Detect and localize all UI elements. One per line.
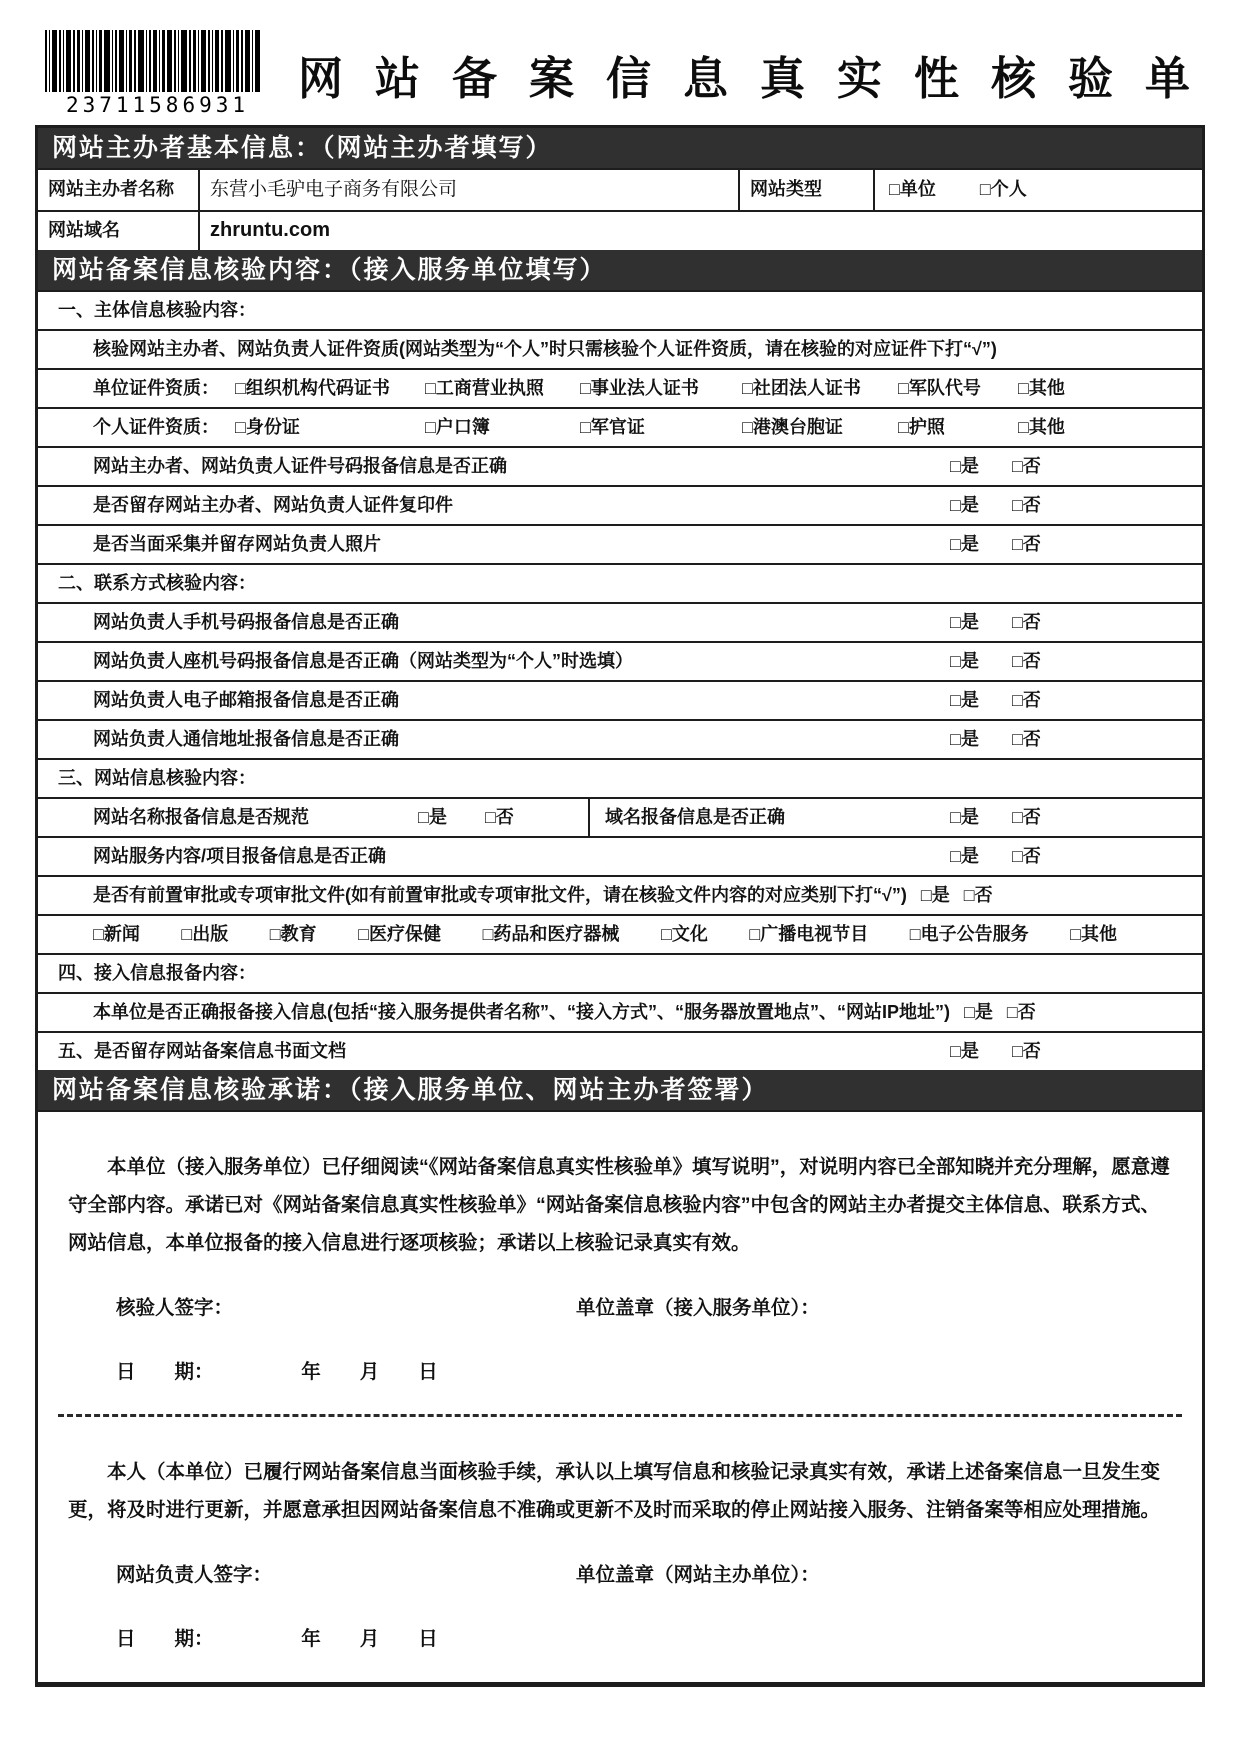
checkbox-site-type-personal[interactable]: □个人: [979, 179, 1027, 199]
barcode-icon: [45, 30, 260, 92]
approval-category-row: [38, 914, 1202, 953]
part4-heading: 四、接入信息报备内容：: [38, 953, 1202, 992]
checkbox-yes[interactable]: □是: [950, 807, 979, 827]
checkbox-option[interactable]: □出版: [181, 924, 229, 944]
checkbox-option[interactable]: □其他: [1070, 924, 1117, 944]
checkbox-yes[interactable]: □是: [950, 729, 979, 749]
landline-correct-row: [38, 641, 1202, 680]
date-row-1: 日 期： 年 月 日: [116, 1361, 438, 1383]
promise-box: [38, 1110, 1202, 1682]
checkbox-no[interactable]: □否: [1012, 1041, 1041, 1061]
form-header: [0, 0, 1240, 125]
checkbox-option[interactable]: □电子公告服务: [909, 924, 1029, 944]
checkbox-option[interactable]: □军队代号: [898, 378, 981, 398]
site-name-domain-row: [38, 797, 1202, 836]
personal-cert-label: 个人证件资质：: [93, 417, 219, 437]
checkbox-option[interactable]: □药品和医疗器械: [482, 924, 620, 944]
checkbox-option[interactable]: □新闻: [93, 924, 140, 944]
checkbox-no[interactable]: □否: [1012, 612, 1041, 632]
question-text: 网站负责人手机号码报备信息是否正确: [93, 612, 399, 632]
checkbox-no[interactable]: □否: [485, 807, 514, 827]
checkbox-option[interactable]: □社团法人证书: [742, 378, 861, 398]
responsible-sign-label: 网站负责人签字：: [116, 1564, 273, 1586]
domain-row: [38, 210, 1202, 250]
checkbox-option[interactable]: □户口簿: [425, 417, 490, 437]
mobile-correct-row: [38, 602, 1202, 641]
date-row-2: 日 期： 年 月 日: [116, 1628, 438, 1650]
part5-row: [38, 1031, 1202, 1070]
promise-paragraph-2: 本人（本单位）已履行网站备案信息当面核验手续，承认以上填写信息和核验记录真实有效，承诺上述备案信息一旦发生变更，将及时进行更新，并愿意承担因网站备案信息不准确或更新不及时而采取的停止网站接入服务、注销备案等相应处理措施。: [68, 1461, 1161, 1521]
question-text: 域名报备信息是否正确: [605, 807, 785, 827]
checkbox-site-type-unit[interactable]: □单位: [889, 179, 936, 199]
site-name-check-cell: [38, 799, 588, 836]
unit-seal-organizer-label: 单位盖章（网站主办单位）：: [576, 1564, 820, 1586]
question-text: 网站服务内容/项目报备信息是否正确: [93, 846, 386, 866]
checkbox-yes[interactable]: □是: [964, 1002, 993, 1022]
checkbox-option[interactable]: □事业法人证书: [580, 378, 699, 398]
question-text: 是否当面采集并留存网站负责人照片: [93, 534, 381, 554]
cut-line: [58, 1414, 1182, 1417]
checkbox-option[interactable]: □其他: [1018, 378, 1065, 398]
checkbox-no[interactable]: □否: [963, 885, 993, 905]
form-title: 网站备案信息真实性核验单: [298, 53, 1223, 104]
site-type-options: [875, 170, 1202, 210]
form-table: [35, 125, 1205, 1687]
checkbox-option[interactable]: □教育: [269, 924, 317, 944]
checkbox-option[interactable]: □身份证: [235, 417, 300, 437]
verifier-sign-row: [116, 1292, 1184, 1320]
promise-paragraph-1: 本单位（接入服务单位）已仔细阅读“《网站备案信息真实性核验单》填写说明”，对说明内容已全部知晓并充分理解，愿意遵守全部内容。承诺已对《网站备案信息真实性核验单》“网站备案信息核验内容”中包含的网站主办者提交主体信息、联系方式、网站信息，本单位报备的接入信息进行逐项核验；承诺以上核验记录真实有效。: [68, 1156, 1170, 1254]
unit-cert-row: [38, 368, 1202, 407]
cert-number-correct-row: [38, 446, 1202, 485]
organizer-name-row: [38, 168, 1202, 210]
question-text: 网站名称报备信息是否规范: [93, 807, 309, 827]
checkbox-option[interactable]: □文化: [660, 924, 708, 944]
checkbox-option[interactable]: □工商营业执照: [425, 378, 544, 398]
question-text: 网站负责人座机号码报备信息是否正确（网站类型为“个人”时选填）: [93, 651, 633, 671]
question-text: 本单位是否正确报备接入信息(包括“接入服务提供者名称”、“接入方式”、“服务器放置地点”、“网站IP地址”): [93, 1002, 950, 1022]
personal-cert-row: [38, 407, 1202, 446]
checkbox-option[interactable]: □护照: [898, 417, 945, 437]
section-header-promise: 网站备案信息核验承诺：（接入服务单位、网站主办者签署）: [38, 1070, 1202, 1110]
section-header-verification-content: 网站备案信息核验内容：（接入服务单位填写）: [38, 250, 1202, 290]
responsible-sign-row: [116, 1559, 1184, 1587]
unit-cert-options: [235, 370, 1202, 407]
access-info-row: [38, 992, 1202, 1031]
cert-copy-kept-row: [38, 485, 1202, 524]
part3-heading: 三、网站信息核验内容：: [38, 758, 1202, 797]
cert-note-row: 核验网站主办者、网站负责人证件资质(网站类型为“个人”时只需核验个人证件资质，请在核验的对应证件下打“√”): [38, 329, 1202, 368]
checkbox-no[interactable]: □否: [1012, 456, 1041, 476]
checkbox-yes[interactable]: □是: [950, 651, 979, 671]
address-correct-row: [38, 719, 1202, 758]
organizer-name-value: 东营小毛驴电子商务有限公司: [200, 170, 740, 210]
checkbox-no[interactable]: □否: [1012, 534, 1041, 554]
question-text: 是否留存网站主办者、网站负责人证件复印件: [93, 495, 453, 515]
photo-collected-row: [38, 524, 1202, 563]
checkbox-yes[interactable]: □是: [950, 495, 979, 515]
checkbox-yes[interactable]: □是: [920, 885, 950, 905]
verifier-sign-label: 核验人签字：: [116, 1297, 234, 1319]
checkbox-option[interactable]: □医疗保健: [358, 924, 442, 944]
checkbox-option[interactable]: □军官证: [580, 417, 645, 437]
checkbox-yes[interactable]: □是: [950, 846, 979, 866]
unit-cert-label: 单位证件资质：: [93, 378, 219, 398]
service-content-row: [38, 836, 1202, 875]
question-text: 五、是否留存网站备案信息书面文档: [58, 1041, 346, 1061]
checkbox-option[interactable]: □组织机构代码证书: [235, 378, 390, 398]
checkbox-no[interactable]: □否: [1012, 729, 1041, 749]
part1-heading: 一、主体信息核验内容：: [38, 290, 1202, 329]
section-header-organizer-info: 网站主办者基本信息：（网站主办者填写）: [38, 128, 1202, 168]
part2-heading: 二、联系方式核验内容：: [38, 563, 1202, 602]
personal-cert-options: [235, 409, 1202, 446]
checkbox-no[interactable]: □否: [1012, 495, 1041, 515]
checkbox-yes[interactable]: □是: [950, 612, 979, 632]
checkbox-no[interactable]: □否: [1012, 807, 1041, 827]
checkbox-option[interactable]: □其他: [1018, 417, 1065, 437]
question-text: 网站负责人通信地址报备信息是否正确: [93, 729, 399, 749]
domain-label: 网站域名: [38, 212, 200, 250]
organizer-name-label: 网站主办者名称: [38, 170, 200, 210]
checkbox-yes[interactable]: □是: [950, 456, 979, 476]
checkbox-yes[interactable]: □是: [950, 1041, 979, 1061]
checkbox-yes[interactable]: □是: [950, 534, 979, 554]
domain-value: zhruntu.com: [210, 219, 330, 241]
email-correct-row: [38, 680, 1202, 719]
checkbox-yes[interactable]: □是: [418, 807, 447, 827]
checkbox-no[interactable]: □否: [1012, 690, 1041, 710]
question-text: 网站负责人电子邮箱报备信息是否正确: [93, 690, 399, 710]
question-text: 是否有前置审批或专项审批文件(如有前置审批或专项审批文件，请在核验文件内容的对应类别下打“√”): [93, 885, 907, 905]
barcode-block: [45, 30, 270, 117]
checkbox-yes[interactable]: □是: [950, 690, 979, 710]
barcode-number: 23711586931: [65, 93, 250, 117]
checkbox-option[interactable]: □广播电视节目: [749, 924, 869, 944]
checkbox-option[interactable]: □港澳台胞证: [742, 417, 843, 437]
domain-check-cell: [588, 799, 1202, 836]
checkbox-no[interactable]: □否: [1012, 651, 1041, 671]
preapproval-row: [38, 875, 1202, 914]
site-type-label: 网站类型: [740, 170, 875, 210]
question-text: 网站主办者、网站负责人证件号码报备信息是否正确: [93, 456, 507, 476]
unit-seal-access-label: 单位盖章（接入服务单位）：: [576, 1297, 820, 1319]
checkbox-no[interactable]: □否: [1006, 1002, 1036, 1022]
checkbox-no[interactable]: □否: [1012, 846, 1041, 866]
